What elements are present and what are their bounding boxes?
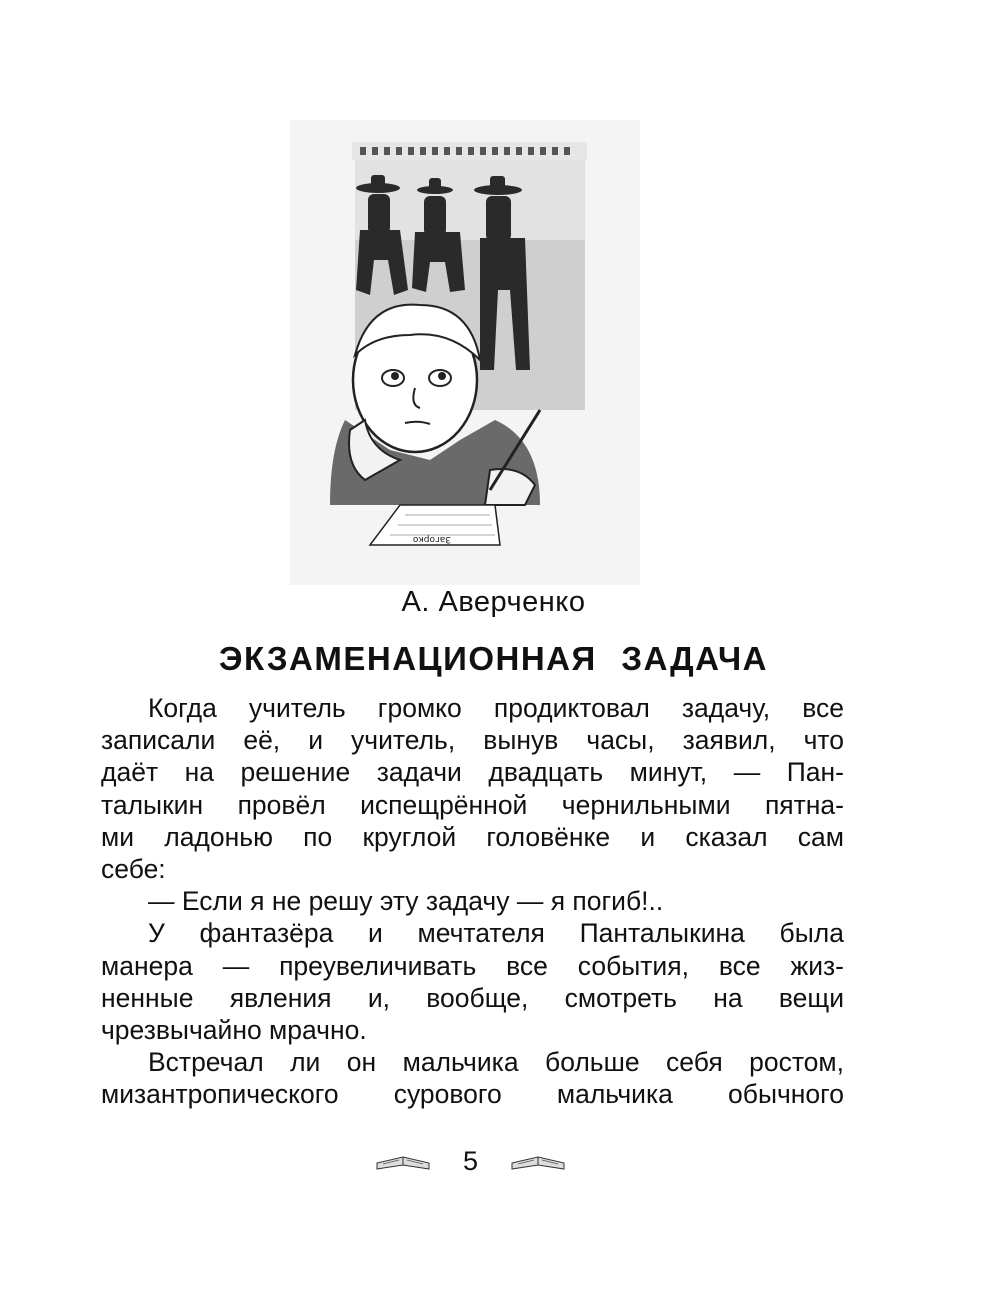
text-line: У фантазёра и мечтателя Панталыкина была [148, 918, 844, 949]
text-line: записали её, и учитель, вынув часы, заявил, что [101, 725, 844, 756]
text-line: Когда учитель громко продиктовал задачу, все [148, 693, 844, 723]
open-book-icon [375, 1153, 431, 1175]
open-book-icon [510, 1153, 566, 1175]
boy-daydreaming-cowboys-icon [290, 120, 640, 585]
text-line: себе: [101, 854, 166, 885]
body-text [101, 692, 844, 1111]
text-line: ненные явления и, вообще, смотреть на вещи [101, 982, 844, 1013]
text-line: Встречал ли он мальчика больше себя ростом, [148, 1047, 844, 1078]
author-name: А. Аверченко [401, 586, 586, 618]
text-line: талыкин провёл испещрённой чернильными пятна- [101, 789, 844, 820]
text-line: ми ладонью по круглой головёнке и сказал сам [101, 821, 844, 852]
text-line: мизантропического сурового мальчика обычного [101, 1079, 844, 1110]
text-line: — Если я не решу эту задачу — я погиб!.. [148, 886, 664, 917]
illustration-signature: Загорко [412, 534, 451, 544]
page-title: ЭКЗАМЕНАЦИОННАЯ ЗАДАЧА [219, 640, 768, 677]
text-line: манера — преувеличивать все события, все жиз- [101, 950, 844, 981]
page-footer [0, 1143, 987, 1183]
text-line: чрезвычайно мрачно. [101, 1015, 367, 1046]
page-number: 5 [463, 1146, 479, 1176]
text-line: даёт на решение задачи двадцать минут, — Пан- [101, 757, 844, 788]
